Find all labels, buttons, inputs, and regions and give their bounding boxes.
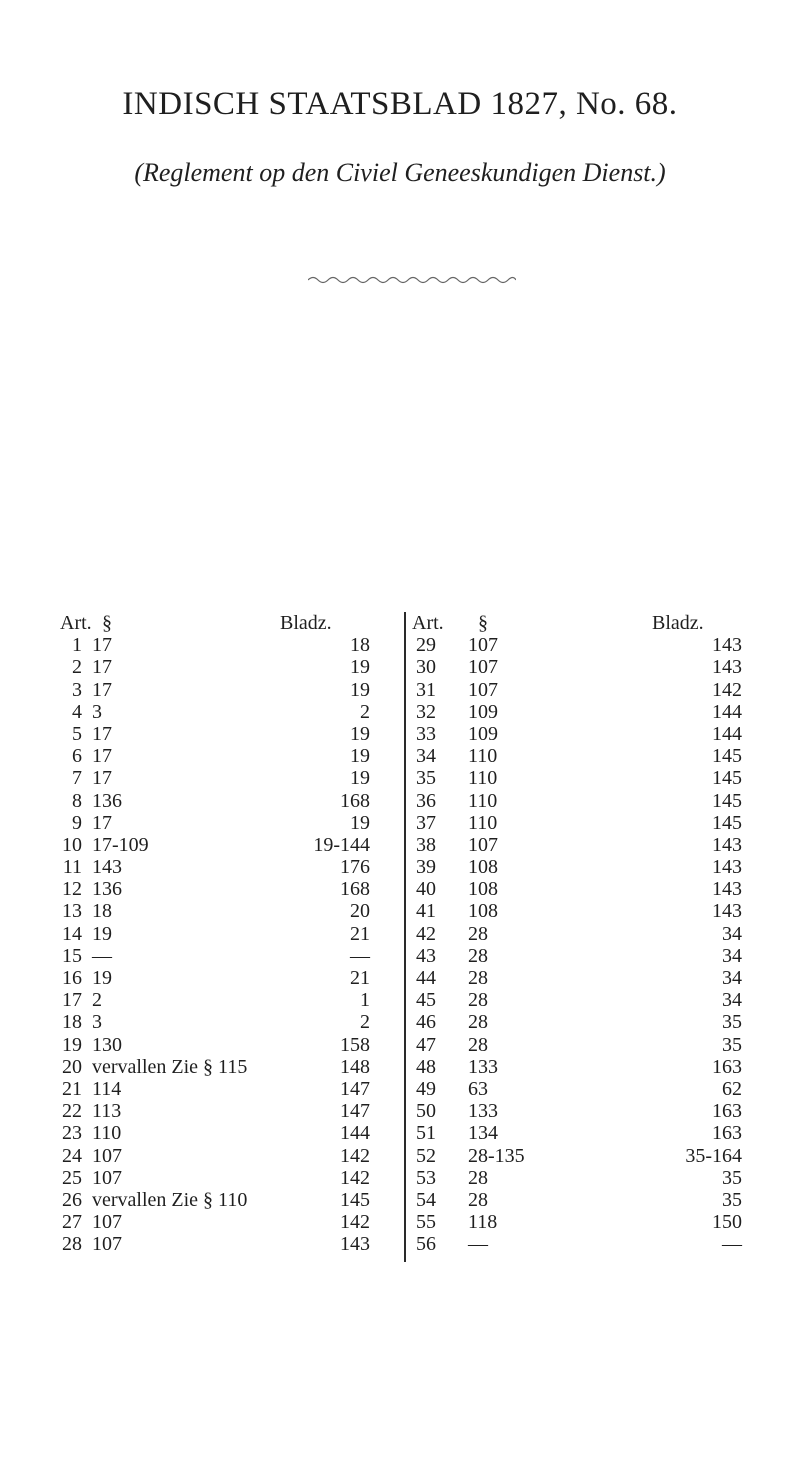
paragraph-number: 108 bbox=[468, 900, 498, 923]
page-number: 35 bbox=[722, 1166, 742, 1189]
art-number: 46 bbox=[416, 1011, 436, 1034]
art-number: 25 bbox=[62, 1166, 82, 1189]
art-number: 33 bbox=[416, 722, 436, 745]
page-number: 142 bbox=[712, 678, 742, 701]
paragraph-number: 110 bbox=[468, 745, 498, 768]
art-number: 28 bbox=[62, 1233, 82, 1256]
table-row bbox=[412, 1034, 792, 1056]
page-number: 143 bbox=[712, 656, 742, 679]
page-number: 19 bbox=[350, 811, 370, 834]
paragraph-number: 19 bbox=[92, 922, 112, 945]
page-number: 144 bbox=[712, 722, 742, 745]
table-left-column bbox=[60, 612, 396, 1255]
table-row bbox=[60, 900, 396, 922]
art-number: 8 bbox=[72, 789, 82, 812]
art-number: 34 bbox=[416, 745, 436, 768]
art-number: 10 bbox=[62, 833, 82, 856]
page-number: 143 bbox=[712, 833, 742, 856]
paragraph-number: — bbox=[468, 1233, 488, 1256]
table-row bbox=[60, 923, 396, 945]
paragraph-number: 28-135 bbox=[468, 1144, 525, 1167]
page-number: 2 bbox=[360, 700, 370, 723]
paragraph-number: 136 bbox=[92, 878, 122, 901]
page-number: 147 bbox=[340, 1077, 370, 1100]
page-number: 145 bbox=[712, 789, 742, 812]
page-number: 163 bbox=[712, 1055, 742, 1078]
table-row bbox=[412, 656, 792, 678]
paragraph-number: 109 bbox=[468, 722, 498, 745]
art-number: 56 bbox=[416, 1233, 436, 1256]
paragraph-number: 107 bbox=[92, 1144, 122, 1167]
page-number: 150 bbox=[712, 1211, 742, 1234]
table-row bbox=[60, 790, 396, 812]
table-row bbox=[60, 1011, 396, 1033]
table-row bbox=[60, 1078, 396, 1100]
page-title: INDISCH STAATSBLAD 1827, No. 68. bbox=[122, 86, 678, 122]
paragraph-number: 118 bbox=[468, 1211, 498, 1234]
art-number: 2 bbox=[72, 656, 82, 679]
table-row bbox=[412, 1078, 792, 1100]
art-number: 12 bbox=[62, 878, 82, 901]
page-number: — bbox=[350, 944, 370, 967]
art-number: 27 bbox=[62, 1211, 82, 1234]
table-row bbox=[60, 1034, 396, 1056]
table-row bbox=[60, 1122, 396, 1144]
page-number: 1 bbox=[360, 989, 370, 1012]
table-row bbox=[412, 812, 792, 834]
paragraph-number: 110 bbox=[92, 1122, 122, 1145]
paragraph-number: 28 bbox=[468, 967, 488, 989]
wavy-divider-ornament bbox=[308, 274, 516, 286]
paragraph-number: 28 bbox=[468, 1033, 488, 1056]
table-row bbox=[60, 967, 396, 989]
table-row bbox=[412, 878, 792, 900]
art-number: 9 bbox=[72, 811, 82, 834]
page-number: 148 bbox=[340, 1055, 370, 1078]
table-row bbox=[60, 1233, 396, 1255]
paragraph-number: 113 bbox=[92, 1100, 122, 1123]
paragraph-number: 2 bbox=[92, 989, 102, 1012]
paragraph-number: 107 bbox=[468, 634, 498, 657]
paragraph-number: 28 bbox=[468, 1166, 488, 1189]
paragraph-number: 28 bbox=[468, 1188, 488, 1211]
paragraph-number: 107 bbox=[92, 1211, 122, 1234]
page-number: 145 bbox=[712, 811, 742, 834]
art-number: 32 bbox=[416, 700, 436, 723]
page-number: 19 bbox=[350, 656, 370, 679]
art-number: 36 bbox=[416, 789, 436, 812]
art-number: 4 bbox=[72, 700, 82, 723]
table-row bbox=[412, 723, 792, 745]
paragraph-number: 133 bbox=[468, 1100, 498, 1123]
art-number: 49 bbox=[416, 1077, 436, 1100]
paragraph-number: 130 bbox=[92, 1033, 122, 1056]
art-number: 44 bbox=[416, 967, 436, 989]
art-number: 6 bbox=[72, 745, 82, 768]
art-number: 21 bbox=[62, 1077, 82, 1100]
table-row bbox=[60, 1145, 396, 1167]
page-number: 21 bbox=[350, 922, 370, 945]
page-number: 147 bbox=[340, 1100, 370, 1123]
paragraph-number: 17 bbox=[92, 634, 112, 657]
table-row bbox=[60, 723, 396, 745]
page-number: 144 bbox=[340, 1122, 370, 1145]
table-row bbox=[60, 945, 396, 967]
table-row bbox=[60, 834, 396, 856]
paragraph-number: 28 bbox=[468, 944, 488, 967]
art-number: 1 bbox=[72, 634, 82, 657]
art-number: 38 bbox=[416, 833, 436, 856]
header-bladz: Bladz. bbox=[652, 612, 704, 634]
page-number: 145 bbox=[340, 1188, 370, 1211]
paragraph-number: 114 bbox=[92, 1077, 122, 1100]
art-number: 47 bbox=[416, 1033, 436, 1056]
page-number: 19 bbox=[350, 767, 370, 790]
paragraph-number: — bbox=[92, 944, 112, 967]
art-number: 41 bbox=[416, 900, 436, 923]
table-row bbox=[60, 634, 396, 656]
table-row bbox=[412, 967, 792, 989]
paragraph-number: 107 bbox=[468, 678, 498, 701]
art-number: 45 bbox=[416, 989, 436, 1012]
art-number: 31 bbox=[416, 678, 436, 701]
art-number: 51 bbox=[416, 1122, 436, 1145]
page-number: 142 bbox=[340, 1211, 370, 1234]
art-number: 16 bbox=[62, 967, 82, 989]
paragraph-number: 17 bbox=[92, 745, 112, 768]
paragraph-number: 63 bbox=[468, 1077, 488, 1100]
table-row bbox=[412, 945, 792, 967]
table-row bbox=[412, 790, 792, 812]
header-art: Art. bbox=[412, 612, 444, 634]
table-row bbox=[412, 679, 792, 701]
page-number: 145 bbox=[712, 745, 742, 768]
table-row bbox=[412, 834, 792, 856]
page-number: 19-144 bbox=[313, 833, 370, 856]
table-row bbox=[60, 1189, 396, 1211]
paragraph-number: vervallen Zie § 110 bbox=[92, 1188, 248, 1211]
page-number: 144 bbox=[712, 700, 742, 723]
page-number: 35 bbox=[722, 1011, 742, 1034]
page-number: 62 bbox=[722, 1077, 742, 1100]
page-number: 142 bbox=[340, 1144, 370, 1167]
page-number: 18 bbox=[350, 634, 370, 657]
column-divider bbox=[404, 612, 406, 1262]
page-number: 143 bbox=[712, 878, 742, 901]
page-number: 168 bbox=[340, 878, 370, 901]
paragraph-number: 17 bbox=[92, 767, 112, 790]
page-number: — bbox=[722, 1233, 742, 1256]
paragraph-number: 17-109 bbox=[92, 833, 149, 856]
paragraph-number: 107 bbox=[92, 1166, 122, 1189]
art-number: 35 bbox=[416, 767, 436, 790]
paragraph-number: 28 bbox=[468, 922, 488, 945]
paragraph-number: 28 bbox=[468, 1011, 488, 1034]
table-row bbox=[60, 1056, 396, 1078]
table-row bbox=[412, 1167, 792, 1189]
paragraph-number: 18 bbox=[92, 900, 112, 923]
table-row bbox=[60, 812, 396, 834]
table-row bbox=[60, 989, 396, 1011]
art-number: 50 bbox=[416, 1100, 436, 1123]
table-row bbox=[412, 900, 792, 922]
paragraph-number: 134 bbox=[468, 1122, 498, 1145]
art-number: 23 bbox=[62, 1122, 82, 1145]
art-number: 5 bbox=[72, 722, 82, 745]
art-number: 11 bbox=[62, 856, 82, 879]
paragraph-number: 17 bbox=[92, 722, 112, 745]
paragraph-number: 107 bbox=[468, 833, 498, 856]
art-number: 24 bbox=[62, 1144, 82, 1167]
paragraph-number: 3 bbox=[92, 1011, 102, 1034]
table-right-column bbox=[412, 612, 792, 1255]
table-row bbox=[60, 767, 396, 789]
art-number: 20 bbox=[62, 1055, 82, 1078]
table-row bbox=[60, 856, 396, 878]
paragraph-number: 17 bbox=[92, 656, 112, 679]
art-number: 39 bbox=[416, 856, 436, 879]
art-number: 3 bbox=[72, 678, 82, 701]
art-number: 14 bbox=[62, 922, 82, 945]
page-number: 19 bbox=[350, 745, 370, 768]
art-number: 26 bbox=[62, 1188, 82, 1211]
page-subtitle: (Reglement op den Civiel Geneeskundigen Dienst.) bbox=[134, 158, 666, 187]
table-row bbox=[60, 1100, 396, 1122]
table-row bbox=[60, 679, 396, 701]
table-row bbox=[60, 745, 396, 767]
paragraph-number: 110 bbox=[468, 811, 498, 834]
page-number: 2 bbox=[360, 1011, 370, 1034]
paragraph-number: 107 bbox=[92, 1233, 122, 1256]
table-row bbox=[60, 701, 396, 723]
paragraph-number: vervallen Zie § 115 bbox=[92, 1055, 248, 1078]
art-number: 19 bbox=[62, 1033, 82, 1056]
art-number: 48 bbox=[416, 1055, 436, 1078]
page-number: 143 bbox=[712, 634, 742, 657]
paragraph-number: 3 bbox=[92, 700, 102, 723]
paragraph-number: 17 bbox=[92, 678, 112, 701]
page-number: 35-164 bbox=[685, 1144, 742, 1167]
paragraph-number: 19 bbox=[92, 967, 112, 989]
art-number: 37 bbox=[416, 811, 436, 834]
table-header bbox=[60, 612, 396, 634]
page-number: 34 bbox=[722, 944, 742, 967]
header-bladz: Bladz. bbox=[280, 612, 332, 634]
page-number: 163 bbox=[712, 1100, 742, 1123]
art-number: 55 bbox=[416, 1211, 436, 1234]
table-row bbox=[412, 856, 792, 878]
table-row bbox=[60, 1211, 396, 1233]
page-number: 142 bbox=[340, 1166, 370, 1189]
art-number: 7 bbox=[72, 767, 82, 790]
table-row bbox=[412, 989, 792, 1011]
table-row bbox=[412, 701, 792, 723]
page-number: 19 bbox=[350, 678, 370, 701]
page-number: 168 bbox=[340, 789, 370, 812]
art-number: 42 bbox=[416, 922, 436, 945]
table-row bbox=[60, 1167, 396, 1189]
art-number: 15 bbox=[62, 944, 82, 967]
paragraph-number: 143 bbox=[92, 856, 122, 879]
art-number: 40 bbox=[416, 878, 436, 901]
art-number: 22 bbox=[62, 1100, 82, 1123]
paragraph-number: 17 bbox=[92, 811, 112, 834]
header-paragraph: § bbox=[102, 612, 112, 634]
paragraph-number: 110 bbox=[468, 767, 498, 790]
paragraph-number: 28 bbox=[468, 989, 488, 1012]
paragraph-number: 133 bbox=[468, 1055, 498, 1078]
paragraph-number: 136 bbox=[92, 789, 122, 812]
table-row bbox=[60, 656, 396, 678]
table-row bbox=[412, 1211, 792, 1233]
art-number: 53 bbox=[416, 1166, 436, 1189]
table-row bbox=[412, 1100, 792, 1122]
table-row bbox=[412, 1011, 792, 1033]
page-number: 20 bbox=[350, 900, 370, 923]
page-number: 158 bbox=[340, 1033, 370, 1056]
art-number: 43 bbox=[416, 944, 436, 967]
page-number: 145 bbox=[712, 767, 742, 790]
paragraph-number: 107 bbox=[468, 656, 498, 679]
table-row bbox=[412, 745, 792, 767]
table-row bbox=[412, 1056, 792, 1078]
header-art: Art. bbox=[60, 612, 92, 634]
art-number: 13 bbox=[62, 900, 82, 923]
page-number: 21 bbox=[350, 967, 370, 989]
page-number: 143 bbox=[712, 856, 742, 879]
table-row bbox=[412, 923, 792, 945]
page-number: 19 bbox=[350, 722, 370, 745]
art-number: 54 bbox=[416, 1188, 436, 1211]
table-row bbox=[60, 878, 396, 900]
art-number: 52 bbox=[416, 1144, 436, 1167]
page-number: 163 bbox=[712, 1122, 742, 1145]
table-header bbox=[412, 612, 792, 634]
table-row bbox=[412, 634, 792, 656]
paragraph-number: 109 bbox=[468, 700, 498, 723]
page-number: 35 bbox=[722, 1033, 742, 1056]
art-number: 17 bbox=[62, 989, 82, 1012]
header-paragraph: § bbox=[478, 612, 488, 634]
art-number: 29 bbox=[416, 634, 436, 657]
page-number: 143 bbox=[340, 1233, 370, 1256]
art-number: 30 bbox=[416, 656, 436, 679]
paragraph-number: 108 bbox=[468, 878, 498, 901]
page-number: 34 bbox=[722, 967, 742, 989]
table-row bbox=[412, 1145, 792, 1167]
table-row bbox=[412, 1122, 792, 1144]
table-row bbox=[412, 767, 792, 789]
art-number: 18 bbox=[62, 1011, 82, 1034]
page-number: 176 bbox=[340, 856, 370, 879]
page-number: 143 bbox=[712, 900, 742, 923]
page-number: 34 bbox=[722, 989, 742, 1012]
page-number: 34 bbox=[722, 922, 742, 945]
paragraph-number: 108 bbox=[468, 856, 498, 879]
table-row bbox=[412, 1233, 792, 1255]
table-row bbox=[412, 1189, 792, 1211]
page-number: 35 bbox=[722, 1188, 742, 1211]
paragraph-number: 110 bbox=[468, 789, 498, 812]
